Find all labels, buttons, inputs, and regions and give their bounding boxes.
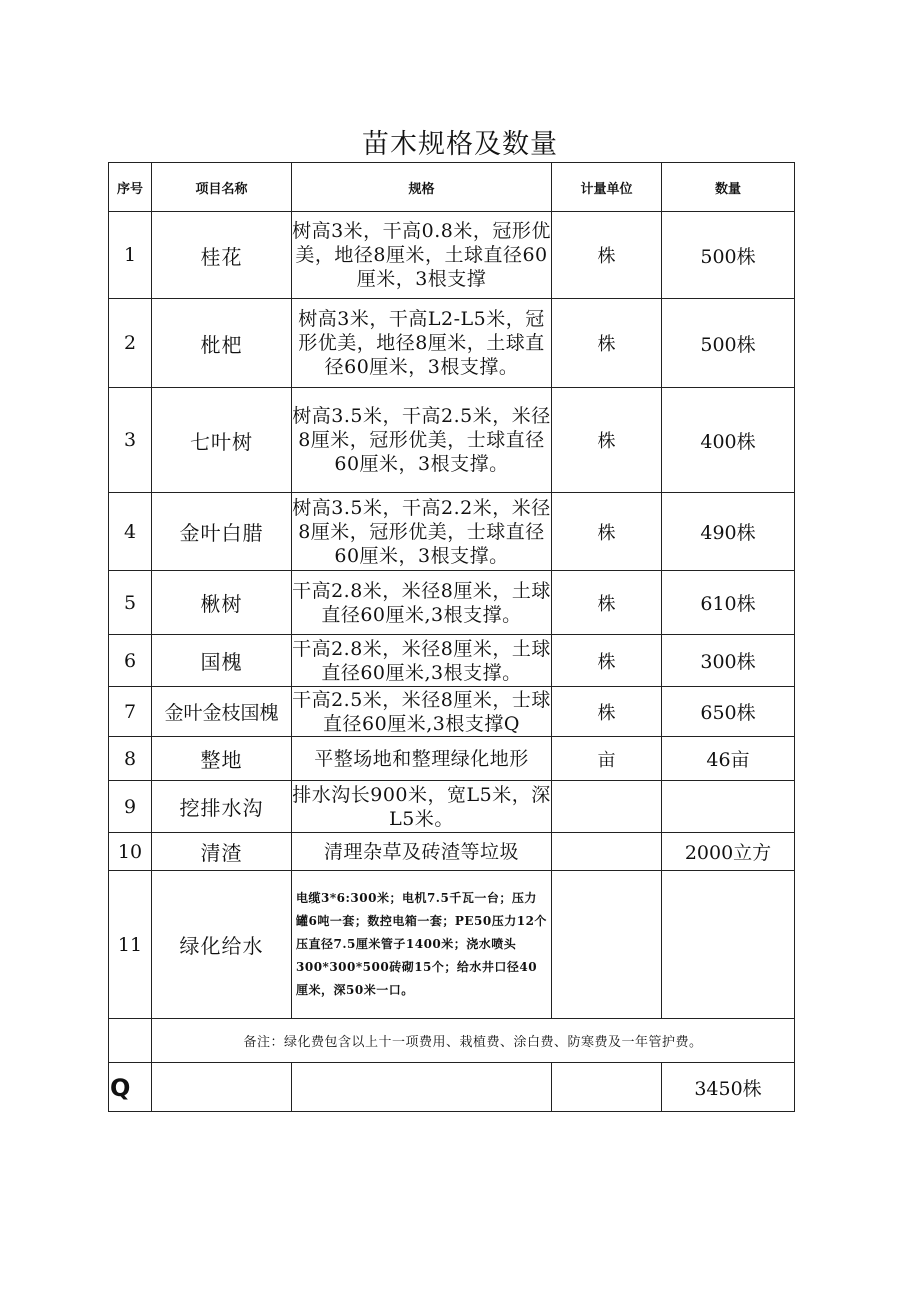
row-spec: 树高3.5米，干高2.5米，米径8厘米，冠形优美，士球直径60厘米，3根支撑。 [292,388,552,493]
table-row [109,299,795,388]
row-no: 10 [109,833,152,871]
row-unit: 株 [552,571,662,635]
row-spec: 干高2.5米，米径8厘米，士球直径60厘米,3根支撑Q [292,688,551,735]
total-row [109,1063,795,1112]
row-spec: 树高3米，干高L2-L5米，冠形优美，地径8厘米，土球直径60厘米，3根支撑。 [292,299,552,388]
row-qty [662,781,795,833]
row-name: 楸树 [152,571,292,635]
note-row [109,1019,795,1063]
row-no: 5 [109,571,152,635]
row-spec: 树高3.5米，干高2.2米，米径8厘米，冠形优美，士球直径60厘米，3根支撑。 [292,493,552,571]
table-row [109,833,795,871]
row-qty [662,871,795,1019]
row-unit [552,833,662,871]
row-unit: 株 [552,212,662,299]
table-header-row [109,163,795,212]
row-name: 枇杷 [152,299,292,388]
row-name: 国槐 [152,635,292,687]
total-qty: 3450株 [662,1063,795,1112]
row-name: 清渣 [152,833,292,871]
table-row [109,388,795,493]
header-name: 项目名称 [152,163,292,212]
row-name: 七叶树 [152,388,292,493]
table-row [109,635,795,687]
total-spec-cell [292,1063,552,1112]
row-unit: 亩 [552,737,662,781]
row-spec: 干高2.8米，米径8厘米，土球直径60厘米,3根支撑。 [292,571,552,635]
row-no: 7 [109,687,152,737]
scan-mark: Q [110,1074,131,1102]
table-row [109,571,795,635]
row-qty: 2000立方 [662,833,795,871]
row-no: 1 [109,212,152,299]
row-name: 整地 [152,737,292,781]
row-spec: 清理杂草及砖渣等垃圾 [292,833,552,871]
table-row [109,871,795,1019]
row-no: 6 [109,635,152,687]
row-qty: 490株 [662,493,795,571]
row-unit: 株 [552,687,662,737]
row-no: 3 [109,388,152,493]
row-no: 11 [109,871,152,1019]
row-name: 绿化给水 [152,871,292,1019]
row-qty: 610株 [662,571,795,635]
row-name: 金叶白腊 [152,493,292,571]
header-no: 序号 [109,163,152,212]
header-qty: 数量 [662,163,795,212]
table-row [109,737,795,781]
row-no: 9 [109,781,152,833]
row-unit [552,871,662,1019]
row-spec: 排水沟长900米，宽L5米，深L5米。 [292,781,552,833]
note-text: 备注：绿化费包含以上十一项费用、栽植费、涂白费、防寒费及一年管护费。 [152,1019,795,1063]
row-no: 8 [109,737,152,781]
header-unit: 计量单位 [552,163,662,212]
row-qty: 500株 [662,299,795,388]
row-name: 桂花 [152,212,292,299]
row-qty: 300株 [662,635,795,687]
row-unit [552,781,662,833]
row-unit: 株 [552,635,662,687]
header-spec: 规格 [292,163,552,212]
row-spec: 树高3米，干高0.8米，冠形优美，地径8厘米，土球直径60厘米，3根支撑 [292,212,552,299]
total-unit-cell [552,1063,662,1112]
row-no: 2 [109,299,152,388]
row-spec: 干高2.8米，米径8厘米，土球直径60厘米,3根支撑。 [292,635,552,687]
row-name: 挖排水沟 [152,781,292,833]
row-spec: 平整场地和整理绿化地形 [292,737,552,781]
total-name-cell [152,1063,292,1112]
table-row [109,687,795,737]
row-spec: 电缆3*6:300米；电机7.5千瓦一台；压力罐6吨一套；数控电箱一套；PE50压力12个压直径7.5厘米管子1400米；浇水喷头300*300*500砖砌15个；给水井口径40厘米，深50米一口。 [292,871,552,1019]
row-qty: 650株 [662,687,795,737]
seedling-table [108,162,795,1112]
row-qty: 500株 [662,212,795,299]
row-qty: 400株 [662,388,795,493]
row-unit: 株 [552,388,662,493]
table-row [109,212,795,299]
page-title: 苗木规格及数量 [362,129,558,160]
row-name: 金叶金枝国槐 [152,687,292,737]
row-qty: 46亩 [662,737,795,781]
table-row [109,781,795,833]
row-unit: 株 [552,493,662,571]
row-no: 4 [109,493,152,571]
row-unit: 株 [552,299,662,388]
note-blank-cell [109,1019,152,1063]
table-row [109,493,795,571]
